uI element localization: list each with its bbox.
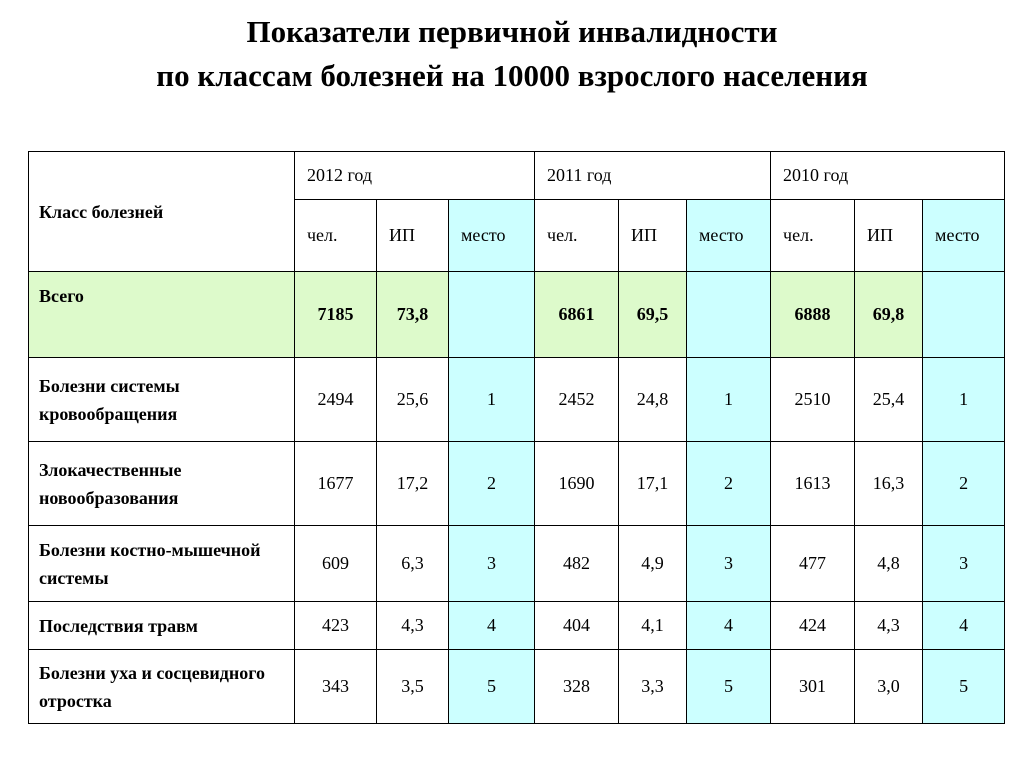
cell: 1 <box>449 358 535 442</box>
cell: 2 <box>923 442 1005 526</box>
cell: 3 <box>923 526 1005 602</box>
table-row-total <box>29 272 1005 358</box>
table-row <box>29 358 1005 442</box>
cell: 482 <box>535 526 619 602</box>
cell: 1690 <box>535 442 619 526</box>
cell <box>687 272 771 358</box>
cell: 4,8 <box>855 526 923 602</box>
cell: 7185 <box>295 272 377 358</box>
row-label: Злокачественные новообразования <box>29 442 295 526</box>
class-header: Класс болезней <box>29 152 295 272</box>
row-label: Всего <box>29 272 295 358</box>
subheader-place: место <box>687 200 771 272</box>
subheader-people: чел. <box>295 200 377 272</box>
table-row <box>29 526 1005 602</box>
cell: 73,8 <box>377 272 449 358</box>
cell: 5 <box>923 650 1005 724</box>
page-title-line-2: по классам болезней на 10000 взрослого населения <box>156 58 868 93</box>
cell: 17,1 <box>619 442 687 526</box>
cell: 2 <box>449 442 535 526</box>
year-header-2011: 2011 год <box>535 152 771 200</box>
cell: 17,2 <box>377 442 449 526</box>
cell: 24,8 <box>619 358 687 442</box>
cell: 5 <box>687 650 771 724</box>
cell: 69,5 <box>619 272 687 358</box>
year-header-row <box>29 152 1005 200</box>
cell: 6888 <box>771 272 855 358</box>
cell: 69,8 <box>855 272 923 358</box>
cell: 477 <box>771 526 855 602</box>
subheader-place: место <box>923 200 1005 272</box>
page-title-line-1: Показатели первичной инвалидности <box>246 14 778 49</box>
cell: 404 <box>535 602 619 650</box>
cell: 5 <box>449 650 535 724</box>
table-row <box>29 650 1005 724</box>
cell: 25,6 <box>377 358 449 442</box>
cell: 16,3 <box>855 442 923 526</box>
cell: 4 <box>449 602 535 650</box>
table-row <box>29 442 1005 526</box>
cell: 328 <box>535 650 619 724</box>
row-label: Болезни системы кровообращения <box>29 358 295 442</box>
year-header-2010: 2010 год <box>771 152 1005 200</box>
cell: 3 <box>449 526 535 602</box>
cell: 424 <box>771 602 855 650</box>
cell: 609 <box>295 526 377 602</box>
cell: 4,1 <box>619 602 687 650</box>
cell: 4 <box>687 602 771 650</box>
subheader-place: место <box>449 200 535 272</box>
cell: 2452 <box>535 358 619 442</box>
cell: 3,3 <box>619 650 687 724</box>
cell: 1 <box>923 358 1005 442</box>
cell: 4 <box>923 602 1005 650</box>
cell: 1677 <box>295 442 377 526</box>
subheader-people: чел. <box>535 200 619 272</box>
cell: 3 <box>687 526 771 602</box>
cell: 2494 <box>295 358 377 442</box>
subheader-ip: ИП <box>377 200 449 272</box>
cell: 4,3 <box>377 602 449 650</box>
row-label: Последствия травм <box>29 602 295 650</box>
cell: 2 <box>687 442 771 526</box>
cell: 1 <box>687 358 771 442</box>
cell: 2510 <box>771 358 855 442</box>
cell: 343 <box>295 650 377 724</box>
year-header-2012: 2012 год <box>295 152 535 200</box>
cell: 25,4 <box>855 358 923 442</box>
cell: 423 <box>295 602 377 650</box>
row-label: Болезни костно-мышечной системы <box>29 526 295 602</box>
cell: 4,3 <box>855 602 923 650</box>
table-row <box>29 602 1005 650</box>
cell: 3,5 <box>377 650 449 724</box>
subheader-people: чел. <box>771 200 855 272</box>
cell <box>449 272 535 358</box>
cell: 6861 <box>535 272 619 358</box>
cell: 4,9 <box>619 526 687 602</box>
subheader-ip: ИП <box>855 200 923 272</box>
cell: 1613 <box>771 442 855 526</box>
cell <box>923 272 1005 358</box>
cell: 3,0 <box>855 650 923 724</box>
cell: 6,3 <box>377 526 449 602</box>
cell: 301 <box>771 650 855 724</box>
subheader-ip: ИП <box>619 200 687 272</box>
row-label: Болезни уха и сосцевидного отростка <box>29 650 295 724</box>
disability-table <box>28 151 1005 724</box>
